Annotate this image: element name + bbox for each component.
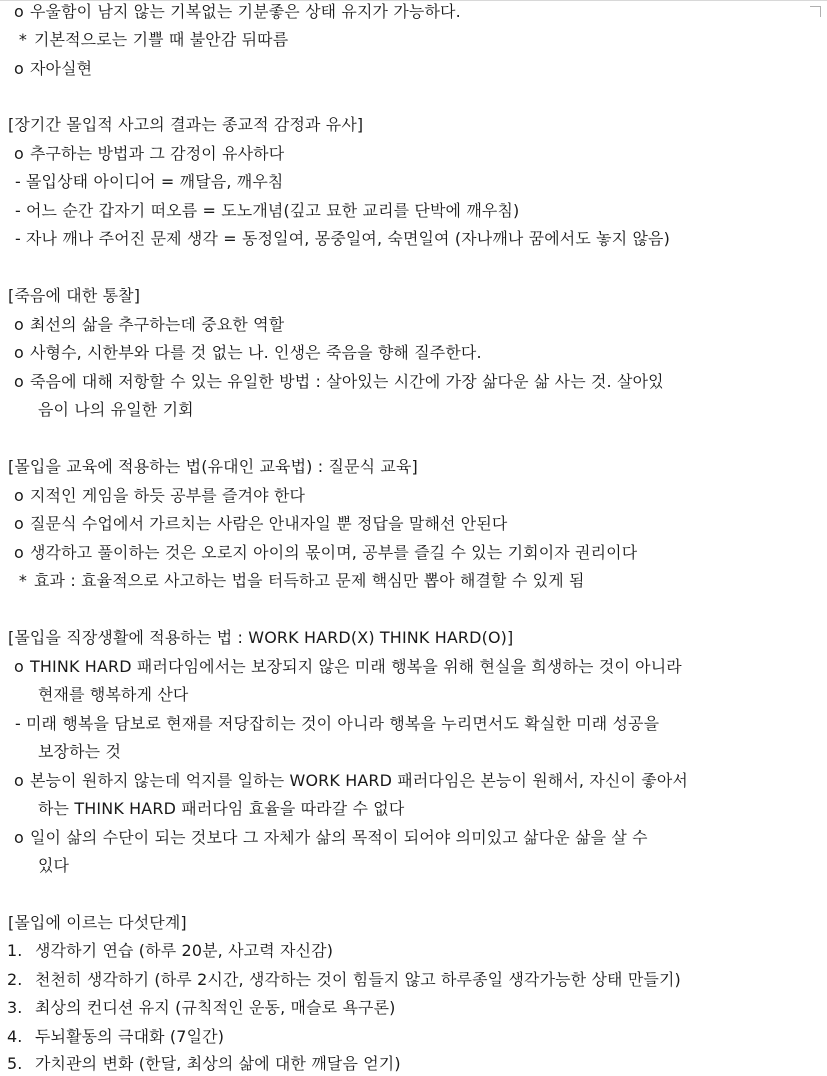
list-item-text: 질문식 수업에서 가르치는 사람은 안내자일 뿐 정답을 말해선 안된다 [30,514,508,533]
numbered-item-text: 최상의 컨디션 유지 (규칙적인 운동, 매슬로 욕구론) [35,998,396,1017]
list-item-text: 일이 삶의 수단이 되는 것보다 그 자체가 삶의 목적이 되어야 의미있고 삶다운 삶을 살 수 [30,828,648,847]
section-heading: [몰입을 직장생활에 적용하는 법 : WORK HARD(X) THINK HARD(O)] [8,628,514,647]
list-item-text: 죽음에 대해 저항할 수 있는 유일한 방법 : 살아있는 시간에 가장 삶다운 삶 사는 것. 살아있 [30,372,664,391]
list-item-text: 최선의 삶을 추구하는데 중요한 역할 [30,315,285,334]
sub-item-text: 몰입상태 아이디어 = 깨달음, 깨우침 [26,172,284,191]
sub-item [0,229,817,249]
section-heading: [죽음에 대한 통찰] [8,286,141,305]
note-item [0,571,817,591]
list-item-text: 자아실현 [30,59,93,78]
bullet-circle: o [14,343,24,362]
sub-item-text: 어느 순간 갑자기 떠오름 = 도노개념(깊고 묘한 교리를 단박에 깨우침) [26,201,520,220]
numbered-item [0,1027,817,1047]
list-item-text: 추구하는 방법과 그 감정이 유사하다 [30,144,285,163]
page-top-edge [0,0,827,1]
list-item-text: THINK HARD 패러다임에서는 보장되지 않은 미래 행복을 위해 현실을 희생하는 것이 아니라 [30,657,682,676]
sub-item [0,172,817,192]
sub-item-continuation: 보장하는 것 [38,742,122,761]
list-item [0,144,817,164]
sub-item-text: 자나 깨나 주어진 문제 생각 = 동정일여, 몽중일여, 숙면일여 (자나깨나 꿈에서도 놓지 않음) [26,229,670,248]
bullet-circle: o [14,543,24,562]
section-heading: [장기간 몰입적 사고의 결과는 종교적 감정과 유사] [8,115,364,134]
numbered-item [0,998,817,1018]
list-item-text: 사형수, 시한부와 다를 것 없는 나. 인생은 죽음을 향해 질주한다. [30,343,482,362]
list-item [0,486,817,506]
bullet-circle: o [14,59,24,78]
list-item-text: 우울함이 남지 않는 기복없는 기분좋은 상태 유지가 가능하다. [30,2,461,21]
note-item [0,30,817,50]
list-item-text: 지적인 게임을 하듯 공부를 즐겨야 한다 [30,486,306,505]
bullet-dash: - [15,229,21,248]
list-item [0,2,817,22]
numbered-item [0,941,817,961]
numbered-item-text: 가치관의 변화 (한달, 최상의 삶에 대한 깨달음 얻기) [35,1054,401,1073]
list-item-continuation: 현재를 행복하게 산다 [38,685,189,704]
bullet-circle: o [14,372,24,391]
bullet-star: * [18,30,28,49]
sub-item [0,714,817,734]
bullet-dash: - [15,714,21,733]
bullet-circle: o [14,2,24,21]
list-item [0,657,817,677]
bullet-circle: o [14,486,24,505]
list-item [0,343,817,363]
bullet-circle: o [14,828,24,847]
list-item-continuation: 하는 THINK HARD 패러다임 효율을 따라갈 수 없다 [38,799,405,818]
list-item [0,59,817,79]
item-number: 4. [7,1027,23,1046]
item-number: 5. [7,1054,23,1073]
item-number: 1. [7,941,23,960]
bullet-circle: o [14,315,24,334]
sub-item-text: 미래 행복을 담보로 현재를 저당잡히는 것이 아니라 행복을 누리면서도 확실한 미래 성공을 [26,714,660,733]
section-heading: [몰입을 교육에 적용하는 법(유대인 교육법) : 질문식 교육] [8,457,418,476]
list-item-continuation: 있다 [38,856,70,875]
list-item [0,315,817,335]
list-item [0,514,817,534]
numbered-item [0,970,817,990]
list-item-continuation: 음이 나의 유일한 기회 [38,400,194,419]
bullet-star: * [18,571,28,590]
bullet-circle: o [14,514,24,533]
list-item-text: 생각하고 풀이하는 것은 오로지 아이의 몫이며, 공부를 즐길 수 있는 기회이자 권리이다 [30,543,638,562]
bullet-circle: o [14,657,24,676]
list-item [0,543,817,563]
numbered-item-text: 천천히 생각하기 (하루 2시간, 생각하는 것이 힘들지 않고 하루종일 생각가능한 상태 만들기) [35,970,681,989]
list-item-text: 본능이 원하지 않는데 억지를 일하는 WORK HARD 패러다임은 본능이 원해서, 자신이 좋아서 [30,771,688,790]
list-item [0,372,817,392]
section-heading: [몰입에 이르는 다섯단계] [8,913,187,932]
bullet-dash: - [15,201,21,220]
bullet-circle: o [14,144,24,163]
item-number: 2. [7,970,23,989]
note-text: 기본적으로는 기쁠 때 불안감 뒤따름 [34,30,289,49]
list-item [0,828,817,848]
bullet-dash: - [15,172,21,191]
note-text: 효과 : 효율적으로 사고하는 법을 터득하고 문제 핵심만 뽑아 해결할 수 있게 됨 [34,571,585,590]
item-number: 3. [7,998,23,1017]
numbered-item-text: 생각하기 연습 (하루 20분, 사고력 자신감) [35,941,334,960]
numbered-item [0,1054,817,1074]
numbered-item-text: 두뇌활동의 극대화 (7일간) [35,1027,225,1046]
bullet-circle: o [14,771,24,790]
sub-item [0,201,817,221]
list-item [0,771,817,791]
